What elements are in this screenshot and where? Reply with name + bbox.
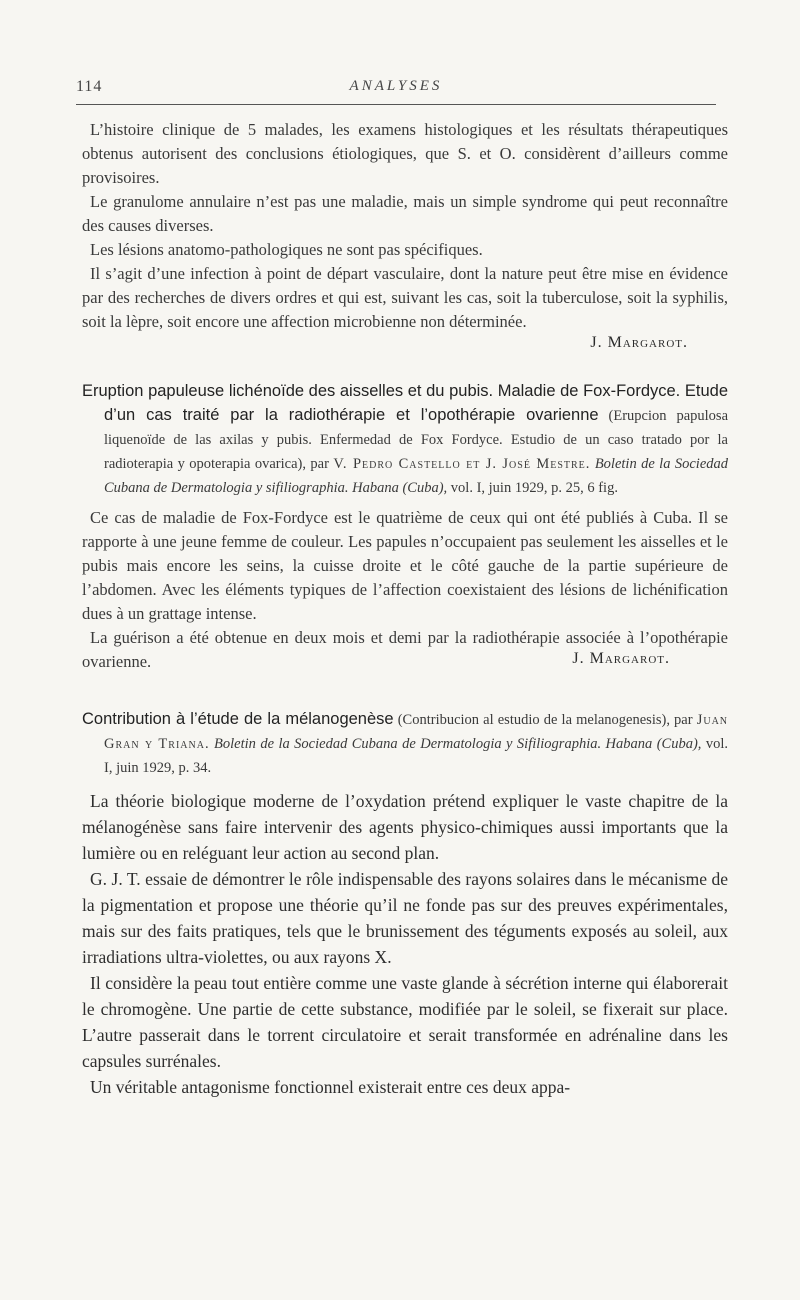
signature: J. Margarot. bbox=[590, 334, 688, 351]
paragraph: Il s’agit d’une infection à point de départ vasculaire, dont la nature peut être mise en évidence par des recherches de divers ordres et qui est, suivant les cas, soit la tuberculose, soit la syphilis, soit la lèpre, soit encore une affection microbienne non déterminée. bbox=[82, 264, 728, 331]
intro-section bbox=[82, 118, 728, 352]
entry-reference bbox=[82, 707, 728, 780]
paragraph: Ce cas de maladie de Fox-Fordyce est le quatrième de ceux qui ont été publiés à Cuba. Il se rapporte à une jeune femme de couleur. Les papules n’occupaient pas seulement les aisselles et le pubis mais encore les seins, la cuisse droite et le côté gauche de la partie supérieure de l’abdomen. Avec les éléments typiques de l’affection coexistaient des lésions de lichénification dues à un grattage intense. bbox=[82, 508, 728, 623]
entry-title: Contribution à l’étude de la mélanogenèse bbox=[82, 710, 394, 728]
page-number: 114 bbox=[76, 78, 103, 95]
paragraph: Il considère la peau tout entière comme une vaste glande à sécrétion interne qui élaborerait le chromogène. Une partie de cette substance, modifiée par le soleil, se fixerait sur place. L’autre passerait dans le torrent circulatoire et serait transformée en adrénaline dans les capsules surrénales. bbox=[82, 973, 728, 1071]
entry-ref-tail: vol. I, juin 1929, p. 34. bbox=[104, 736, 728, 776]
signature: J. Margarot. bbox=[572, 650, 670, 667]
entry-authors: Juan Gran y Triana. bbox=[104, 712, 729, 752]
entry-journal: Boletin de la Sociedad Cubana de Dermatologia y Sifiliographia. Habana (Cuba), bbox=[209, 736, 702, 752]
entry-authors: V. Pedro Castello et J. José Mestre. bbox=[333, 456, 591, 472]
paragraph: Un véritable antagonisme fonctionnel existerait entre ces deux appa- bbox=[90, 1077, 571, 1097]
entry-ref-text: (Contribucion al estudio de la melanogenesis), par bbox=[393, 712, 697, 728]
entry-ref-tail: vol. I, juin 1929, p. 25, 6 fig. bbox=[447, 480, 618, 496]
entry-ref-text: (Erupcion papulosa liquenoïde de las axilas y pubis. Enfermedad de Fox Fordyce. Estudio de un caso tratado por la radioterapia y opoterapia ovarica), par bbox=[104, 408, 729, 472]
paragraph: Les lésions anatomo-pathologiques ne sont pas spécifiques. bbox=[90, 240, 483, 259]
entry-melanogenese bbox=[82, 707, 728, 1100]
paragraph: La guérison a été obtenue en deux mois et demi par la radiothérapie associée à l’opothérapie ovarienne. bbox=[82, 628, 728, 671]
entry-journal: Boletin de la Sociedad Cubana de Dermatologia y sifiliographia. Habana (Cuba), bbox=[104, 456, 729, 496]
entry-fox-fordyce bbox=[82, 379, 729, 671]
paragraph: L’histoire clinique de 5 malades, les examens histologiques et les résultats thérapeutiques obtenus autorisent des conclusions étiologiques, que S. et O. considèrent d’ailleurs comme provisoires. bbox=[82, 120, 728, 187]
entry-title: Eruption papuleuse lichénoïde des aisselles et du pubis. Maladie de Fox-Fordyce. Etude d’un cas traité par la radiothérapie et l’opothérapie ovarienne bbox=[82, 382, 728, 424]
paragraph: G. J. T. essaie de démontrer le rôle indispensable des rayons solaires dans le mécanisme de la pigmentation et propose une théorie qu’il ne fonde pas sur des preuves expérimentales, mais sur des faits pratiques, tels que le brunissement des téguments exposés au soleil, aux irradiations ultra-violettes, ou aux rayons X. bbox=[82, 869, 728, 967]
paragraph: La théorie biologique moderne de l’oxydation prétend expliquer le vaste chapitre de la mélanogénèse sans faire intervenir des agents physico-chimiques aussi importants que la lumière ou en reléguant leur action au second plan. bbox=[82, 791, 728, 863]
running-title: ANALYSES bbox=[349, 78, 443, 94]
entry-reference bbox=[82, 379, 728, 500]
page-header bbox=[76, 74, 716, 105]
paragraph: Le granulome annulaire n’est pas une maladie, mais un simple syndrome qui peut reconnaître des causes diverses. bbox=[82, 192, 728, 235]
